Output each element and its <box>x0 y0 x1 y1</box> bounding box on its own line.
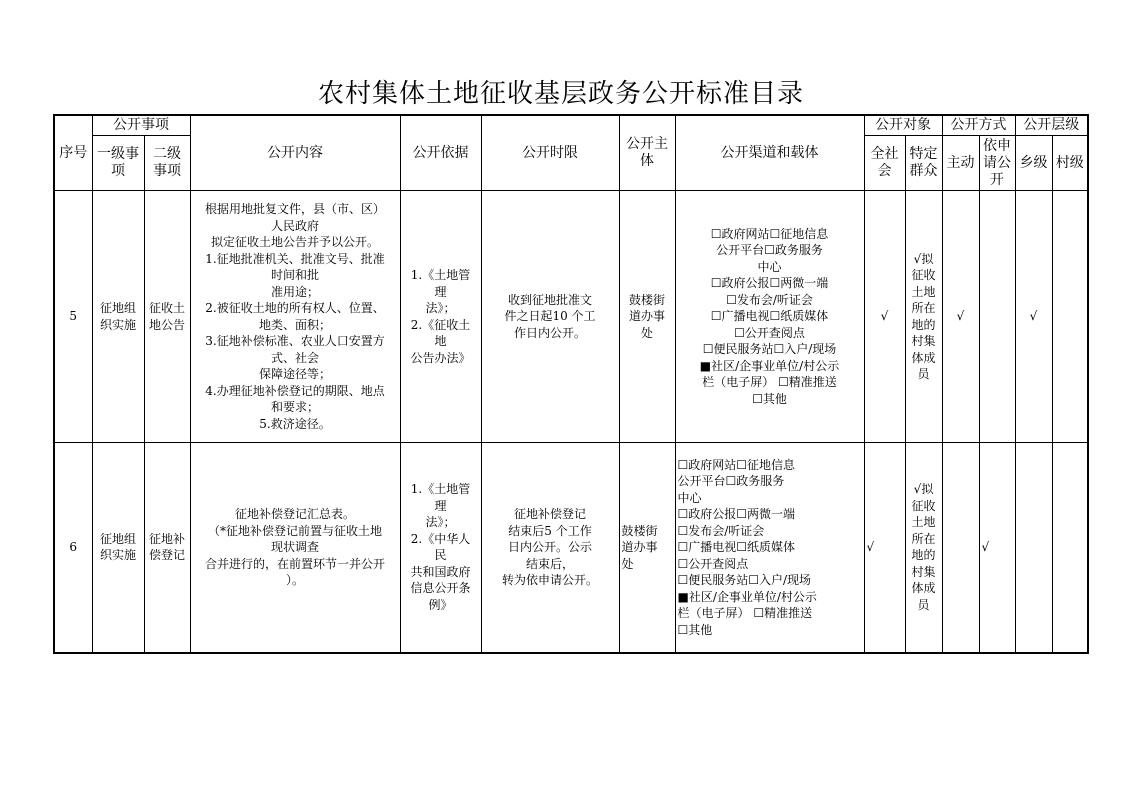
header-time-limit: 公开时限 <box>481 115 619 191</box>
cell-line: 员 <box>917 597 930 612</box>
cell-line: 征地补 <box>148 531 185 546</box>
row-active: √ <box>942 191 979 443</box>
header-items-group: 公开事项 <box>92 115 190 136</box>
cell-line: 处 <box>640 325 653 340</box>
cell-line: 法》； <box>425 301 456 315</box>
row-whole-society: √ <box>864 191 905 443</box>
cell-line: 和要求； <box>270 400 319 414</box>
cell-line: 征地组 <box>99 531 136 546</box>
cell-line: 员 <box>917 367 930 381</box>
row-channels <box>675 443 864 653</box>
cell-line: 转为依申请公开。 <box>501 573 598 587</box>
cell-line: 时间和批 <box>270 268 319 282</box>
row-on-request: √ <box>979 443 1015 653</box>
header-channels: 公开渠道和载体 <box>675 115 864 191</box>
cell-line: 例》 <box>428 597 453 612</box>
header-seq: 序号 <box>54 115 92 191</box>
cell-line: 地的 <box>911 548 936 563</box>
cell-line: 地公告 <box>148 317 185 332</box>
cell-line: 公开平台☐政务服务 <box>716 243 823 258</box>
header-on-request: 依申请公开 <box>979 136 1015 191</box>
cell-line: 村集 <box>911 564 936 579</box>
header-level2: 二级事项 <box>144 136 190 191</box>
cell-line: ☐便民服务站☐入户/现场 <box>677 573 812 587</box>
cell-line: 收到征地批准文 <box>507 292 592 307</box>
cell-line: 征地补偿登记 <box>513 507 586 521</box>
cell-line: 织实施 <box>99 317 136 332</box>
cell-line: √拟 <box>913 482 934 497</box>
row-specific-group <box>905 191 942 443</box>
header-village: 村级 <box>1052 136 1088 191</box>
cell-line: 鼓楼街 <box>628 292 665 307</box>
cell-line: 鼓楼街 <box>621 523 658 538</box>
header-level-group: 公开层级 <box>1015 115 1088 136</box>
cell-line: 处 <box>621 556 634 571</box>
cell-line: ☐发布会/听证会 <box>677 523 765 538</box>
cell-line: 公告办法》 <box>410 350 471 365</box>
cell-line: 日内公开。公示 <box>507 540 592 554</box>
row-subject <box>619 443 675 653</box>
row-time-limit <box>481 443 619 653</box>
row-level1 <box>92 191 144 443</box>
cell-line: 准用途； <box>270 284 319 299</box>
row-basis <box>400 191 481 443</box>
cell-line: 征收 <box>911 498 936 513</box>
table-row <box>54 443 1088 653</box>
cell-line: 2.《征收土 <box>410 317 471 332</box>
cell-line: 根据用地批复文件，县（市、区） <box>204 202 385 216</box>
cell-line: 村集 <box>911 334 936 348</box>
row-content <box>190 191 400 443</box>
cell-line: 征收土 <box>148 301 185 315</box>
cell-line: 5.救济途径。 <box>259 416 331 431</box>
cell-line: 体成 <box>911 350 936 365</box>
header-specific-group: 特定群众 <box>905 136 942 191</box>
header-object-group: 公开对象 <box>864 115 942 136</box>
cell-line: 所在 <box>911 531 936 546</box>
cell-line: ☐公开查阅点 <box>677 556 749 571</box>
table-row <box>54 191 1088 443</box>
cell-line: 所在 <box>911 301 936 315</box>
cell-line: 作日内公开。 <box>513 325 586 340</box>
row-township <box>1015 443 1052 653</box>
cell-line: 式、社会 <box>270 350 319 365</box>
cell-line: 法》； <box>425 515 456 530</box>
cell-line: ☐广播电视☐纸质媒体 <box>677 540 796 554</box>
cell-line: 民 <box>434 548 447 563</box>
row-level1 <box>92 443 144 653</box>
cell-line: 结束后， <box>525 556 574 571</box>
cell-line: ☐广播电视☐纸质媒体 <box>710 309 829 324</box>
cell-line: 道办事 <box>621 540 658 554</box>
cell-line: 栏（电子屏） ☐精准推送 <box>702 375 837 390</box>
cell-line: 地类、面积； <box>258 317 331 332</box>
cell-line: 合并进行的，在前置环节一并公开 <box>204 556 385 571</box>
cell-line: ☐政府网站☐征地信息 <box>710 226 829 241</box>
header-township: 乡级 <box>1015 136 1052 191</box>
cell-line: 体成 <box>911 581 936 596</box>
row-level2 <box>144 191 190 443</box>
cell-line: ☐政府网站☐征地信息 <box>677 457 796 472</box>
cell-line: 公开平台☐政务服务 <box>677 474 785 488</box>
cell-line: ☐便民服务站☐入户/现场 <box>702 342 837 357</box>
cell-line: ☐政府公报☐两微一端 <box>710 276 829 291</box>
row-time-limit <box>481 191 619 443</box>
cell-line: 织实施 <box>99 548 136 563</box>
cell-line: ☐公开查阅点 <box>734 325 805 340</box>
row-subject <box>619 191 675 443</box>
cell-line: 征地组 <box>99 301 136 315</box>
cell-line: 中心 <box>757 259 782 274</box>
row-village <box>1052 443 1088 653</box>
row-active <box>942 443 979 653</box>
cell-line: √拟 <box>913 251 934 266</box>
row-content <box>190 443 400 653</box>
cell-line: 3.征地补偿标准、农业人口安置方 <box>205 334 385 348</box>
cell-line: 道办事 <box>628 309 665 324</box>
cell-line: 偿登记 <box>148 548 185 563</box>
cell-line: 土地 <box>911 515 936 530</box>
header-content: 公开内容 <box>190 115 400 191</box>
row-village <box>1052 191 1088 443</box>
cell-line: 征收 <box>911 268 936 282</box>
cell-line: 现状调查 <box>270 540 319 554</box>
header-active: 主动 <box>942 136 979 191</box>
cell-line: 栏（电子屏） ☐精准推送 <box>677 606 813 620</box>
cell-line: 人民政府 <box>270 218 319 233</box>
cell-line: 2.被征收土地的所有权人、位置、 <box>205 301 385 315</box>
cell-line: 信息公开条 <box>410 581 471 596</box>
page-title: 农村集体土地征收基层政务公开标准目录 <box>317 79 804 109</box>
cell-line: 件之日起10 个工 <box>504 309 596 324</box>
row-specific-group <box>905 443 942 653</box>
cell-line: 土地 <box>911 284 936 299</box>
cell-line: 地 <box>434 334 447 348</box>
disclosure-table <box>53 114 1089 654</box>
cell-line: ■社区/企事业单位/村公示 <box>699 358 840 373</box>
cell-line: 拟定征收土地公告并予以公开。 <box>210 235 379 249</box>
cell-line: 1.征地批准机关、批准文号、批准 <box>205 251 385 266</box>
cell-line: ☐其他 <box>752 391 787 406</box>
cell-line: 理 <box>434 284 447 299</box>
cell-line: 共和国政府 <box>410 564 471 579</box>
cell-line: ☐政府公报☐两微一端 <box>677 507 796 521</box>
row-whole-society: √ <box>864 443 905 653</box>
header-method-group: 公开方式 <box>942 115 1015 136</box>
cell-line: ■社区/企事业单位/村公示 <box>677 589 817 604</box>
cell-line: 地的 <box>911 317 936 332</box>
row-channels <box>675 191 864 443</box>
cell-line: ）。 <box>285 573 304 587</box>
cell-line: 征地补偿登记汇总表。 <box>234 507 355 521</box>
row-on-request <box>979 191 1015 443</box>
row-seq: 6 <box>54 443 92 653</box>
cell-line: 中心 <box>677 490 702 505</box>
header-basis: 公开依据 <box>400 115 481 191</box>
row-level2 <box>144 443 190 653</box>
cell-line: （*征地补偿登记前置与征收土地 <box>207 523 382 538</box>
header-level1: 一级事项 <box>92 136 144 191</box>
cell-line: ☐其他 <box>677 622 713 637</box>
row-basis <box>400 443 481 653</box>
cell-line: 理 <box>434 498 447 513</box>
row-township: √ <box>1015 191 1052 443</box>
cell-line: 1.《土地管 <box>410 482 471 497</box>
cell-line: 保障途径等； <box>258 367 331 381</box>
header-whole-society: 全社会 <box>864 136 905 191</box>
cell-line: 4.办理征地补偿登记的期限、地点 <box>205 383 385 398</box>
cell-line: ☐发布会/听证会 <box>726 292 813 307</box>
header-subject: 公开主体 <box>619 115 675 191</box>
cell-line: 2.《中华人 <box>410 531 471 546</box>
cell-line: 结束后5 个工作 <box>508 523 592 538</box>
cell-line: 1.《土地管 <box>410 268 471 282</box>
row-seq: 5 <box>54 191 92 443</box>
